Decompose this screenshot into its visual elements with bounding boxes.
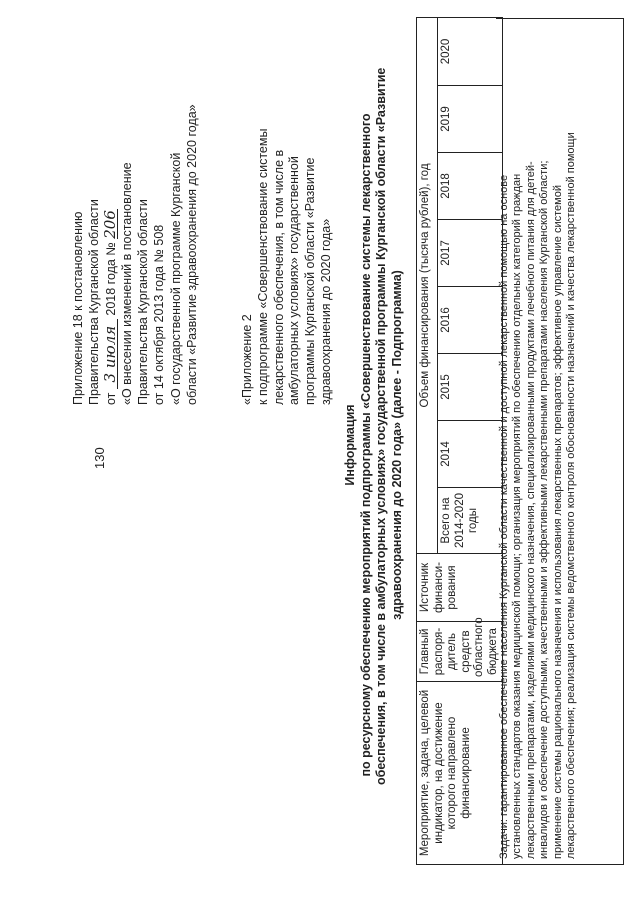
appendix-line: Правительства Курганской области (136, 199, 151, 405)
handwritten-date: 3 июля (103, 319, 118, 389)
header-year: 2015 (438, 354, 503, 421)
subprogram-line: «Приложение 2 (240, 314, 254, 405)
header-year: 2020 (438, 17, 503, 85)
subprogram-line: лекарственного обеспечения, в том числе в (271, 149, 286, 405)
header-manager: Главный распоря- дитель средств областного бюджета (417, 622, 503, 682)
appendix-header (70, 45, 200, 405)
appendix-date-line (100, 45, 119, 405)
document-title (343, 67, 405, 785)
header-year: 2018 (438, 153, 503, 220)
subprogram-line: амбулаторных условиях» государственной (287, 156, 302, 405)
header-year: 2016 (438, 287, 503, 354)
title-line: Информация (343, 404, 357, 486)
header-year: 2017 (438, 220, 503, 287)
date-prefix: от (103, 392, 118, 405)
appendix-line: области «Развитие здравоохранения до 2020 года» (185, 104, 200, 405)
subprogram-line: здравоохранения до 2020 года» (318, 218, 333, 405)
appendix-line: Правительства Курганской области (87, 199, 102, 405)
tasks-line: применение системы рационального назначения и использования лекарственных препаратов; эффективное управление системой (551, 185, 564, 859)
appendix-line: «О государственной программе Курганской (168, 152, 183, 405)
table-header-row (417, 17, 438, 864)
tasks-line: лекарственного обеспечения; реализация системы ведомственного контроля обоснованности назначений и качества лекарственной помощи (565, 132, 578, 859)
funding-table (416, 17, 503, 865)
tasks-line: лекарственными препаратами, изделиями медицинского назначения, специализированными продуктами лечебного питания для детей- (524, 161, 537, 859)
header-source: Источник финанси- рования (417, 554, 503, 622)
tasks-line: установленных стандартов оказания медицинской помощи; организация мероприятий по обеспечению отдельных категорий граждан (511, 173, 524, 859)
tasks-row (496, 18, 624, 865)
header-total: Всего на 2014-2020 годы (438, 488, 503, 554)
header-funding: Объем финансирования (тысяча рублей), год (417, 17, 438, 553)
subprogram-line: к подпрограмме «Совершенствование системы (255, 128, 270, 405)
header-year: 2014 (438, 421, 503, 488)
subprogram-reference (240, 128, 335, 405)
date-suffix: 2018 года № (103, 242, 118, 316)
tasks-line: инвалидов и обеспечение доступными, качественными и эффективными лекарственными препаратами населения Курганской области; (538, 160, 551, 859)
appendix-line: «О внесении изменений в постановление (119, 162, 134, 405)
header-measure: Мероприятие, задача, целевой индикатор, на достижение которого направлено финансирование (417, 682, 503, 865)
tasks-line: Задачи: гарантированное обеспечение населения Курганской области качественной и доступной лекарственной помощью на основе (498, 174, 510, 859)
page-number: 130 (92, 447, 107, 469)
header-year: 2019 (438, 86, 503, 153)
handwritten-doc-number: 206 (100, 210, 119, 239)
subprogram-line: программы Курганской области «Развитие (303, 157, 318, 405)
title-line: здравоохранения до 2020 года» (далее - Подпрограмма) (389, 270, 404, 620)
appendix-line: Приложение 18 к постановлению (71, 211, 85, 405)
appendix-line: от 14 октября 2013 года № 508 (152, 224, 167, 405)
title-line: обеспечения, в том числе в амбулаторных условиях» государственной программы Курганской области «Развитие (374, 67, 388, 785)
title-line: по ресурсному обеспечению мероприятий подпрограммы «Совершенствование системы лекарственного (358, 113, 373, 777)
